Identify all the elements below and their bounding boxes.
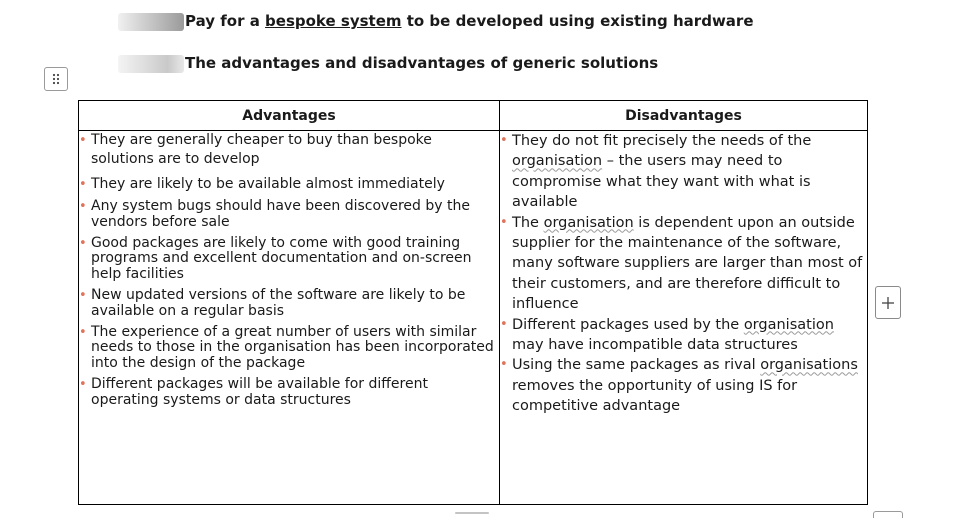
list-item-text: The experience of a great number of users with similar needs to those in the organisation has been incorporated into the design of the package	[91, 323, 494, 372]
list-item	[79, 175, 499, 194]
spellcheck-flagged-word[interactable]: organisation	[543, 214, 634, 231]
list-item-text: Any system bugs should have been discovered by the vendors before sale	[91, 198, 470, 230]
bullet-icon: •	[79, 324, 87, 340]
list-item	[500, 355, 867, 416]
bullet-icon: •	[79, 177, 87, 192]
heading-text: to be developed using existing hardware	[401, 12, 754, 30]
list-item	[79, 325, 499, 372]
list-item	[500, 213, 867, 315]
bullet-icon: •	[79, 199, 87, 214]
list-item-text: Good packages are likely to come with good training programs and excellent documentation and on-screen help facilities	[91, 234, 472, 283]
list-item-text: New updated versions of the software are likely to be available on a regular basis	[91, 286, 466, 319]
spellcheck-flagged-word[interactable]: organisation	[743, 316, 834, 333]
list-item	[79, 377, 499, 409]
redacted-heading-number	[118, 55, 184, 73]
list-item-text: may have incompatible data structures	[512, 337, 798, 354]
spellcheck-flagged-word[interactable]: organisations	[760, 357, 858, 374]
advantages-list	[79, 131, 499, 409]
list-item-text: Different packages used by the	[512, 316, 744, 333]
bullet-icon: •	[79, 133, 87, 148]
bullet-icon: •	[500, 133, 508, 148]
list-item	[79, 131, 499, 169]
list-item-text: removes the opportunity of using IS for competitive advantage	[512, 377, 798, 415]
list-item-text: They are likely to be available almost immediately	[91, 176, 445, 192]
add-column-button[interactable]	[875, 286, 901, 319]
disadvantages-list	[500, 131, 867, 417]
list-item	[79, 236, 499, 283]
list-item	[500, 315, 867, 356]
bullet-icon: •	[79, 287, 87, 303]
list-item-text: Using the same packages as rival	[512, 357, 761, 374]
drag-handle-icon	[51, 73, 61, 85]
list-item	[79, 199, 499, 231]
bullet-icon: •	[500, 214, 508, 230]
table-header-row	[79, 101, 868, 131]
list-item-text: They are generally cheaper to buy than bespoke solutions are to develop	[91, 132, 432, 167]
section-heading: The advantages and disadvantages of generic solutions	[185, 54, 659, 72]
list-item-text: The	[512, 214, 544, 231]
bullet-icon: •	[500, 357, 508, 373]
list-item-text: They do not fit precisely the needs of the	[512, 133, 812, 149]
redacted-heading-number	[118, 13, 184, 31]
disadvantages-cell[interactable]	[500, 131, 868, 505]
advantages-disadvantages-table	[78, 100, 868, 505]
bullet-icon: •	[79, 376, 87, 392]
plus-icon	[881, 296, 895, 310]
spellcheck-flagged-word[interactable]: organisation	[512, 153, 603, 170]
list-item	[500, 131, 867, 213]
scroll-indicator	[455, 512, 489, 514]
list-item-text: is dependent upon an outside supplier for the maintenance of the software, many software suppliers are larger than most of their customers, and are therefore difficult to influence	[512, 214, 863, 313]
advantages-header: Advantages	[79, 101, 500, 131]
advantages-cell[interactable]	[79, 131, 500, 505]
section-heading	[185, 12, 754, 30]
table-row	[79, 131, 868, 505]
list-item-text: Different packages will be available for different operating systems or data structures	[91, 375, 428, 408]
disadvantages-header: Disadvantages	[500, 101, 868, 131]
table-move-handle[interactable]	[44, 67, 68, 91]
heading-text: Pay for a	[185, 12, 266, 30]
bullet-icon: •	[500, 316, 508, 332]
heading-underlined-term: bespoke system	[265, 12, 402, 30]
list-item-text: – the users may need to compromise what they want with what is available	[512, 153, 811, 211]
list-item	[79, 288, 499, 320]
bullet-icon: •	[79, 235, 87, 251]
